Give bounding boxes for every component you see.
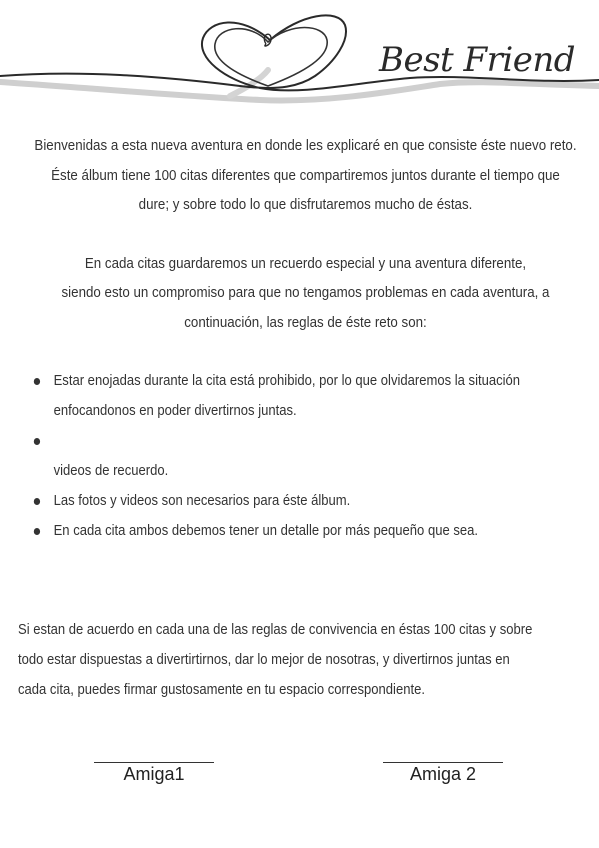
rule-text: En cada cita ambos debemos tener un detalle por más pequeño que sea. bbox=[53, 523, 479, 539]
list-item bbox=[32, 486, 572, 516]
text-line: cada cita, puedes firmar gustosamente en tu espacio correspondiente. bbox=[18, 682, 425, 698]
rule-text: videos de recuerdo. bbox=[53, 463, 169, 479]
bullet-icon bbox=[34, 378, 40, 385]
signature-label: Amiga1 bbox=[123, 764, 185, 784]
rule-text: Las fotos y videos son necesarios para éste álbum. bbox=[53, 493, 351, 509]
signature-line bbox=[383, 762, 503, 763]
rule-text: enfocandonos en poder divertirnos juntas. bbox=[53, 403, 297, 419]
bullet-icon bbox=[34, 438, 40, 445]
page-title: Best Friend bbox=[378, 40, 575, 80]
intro-paragraph-2 bbox=[18, 250, 593, 339]
bullet-icon bbox=[34, 528, 40, 535]
text-line: Éste álbum tiene 100 citas diferentes que compartiremos juntos durante el tiempo que bbox=[51, 167, 560, 184]
list-item bbox=[32, 516, 572, 546]
signature-line bbox=[94, 762, 214, 763]
intro-text bbox=[18, 132, 593, 338]
signature-label: Amiga 2 bbox=[409, 764, 477, 784]
text-line: siendo esto un compromiso para que no tengamos problemas en cada aventura, a bbox=[61, 285, 550, 301]
signature-right bbox=[383, 762, 503, 785]
text-line: En cada citas guardaremos un recuerdo especial y una aventura diferente, bbox=[84, 255, 527, 272]
rule-text: Estar enojadas durante la cita está prohibido, por lo que olvidaremos la situación bbox=[53, 373, 521, 389]
text-line: Si estan de acuerdo en cada una de las reglas de convivencia en éstas 100 citas y sobre bbox=[18, 622, 533, 638]
list-item bbox=[32, 426, 572, 486]
bullet-icon bbox=[34, 498, 40, 505]
signature-left bbox=[94, 762, 214, 785]
rules-list bbox=[32, 366, 572, 546]
header bbox=[0, 0, 599, 120]
list-item bbox=[32, 366, 572, 426]
rule-text bbox=[54, 426, 572, 456]
intro-paragraph-1 bbox=[18, 132, 593, 221]
text-line: Bienvenidas a esta nueva aventura en donde les explicaré en que consiste éste nuevo reto. bbox=[34, 138, 577, 154]
closing-text bbox=[18, 615, 594, 705]
text-line: continuación, las reglas de éste reto son: bbox=[184, 314, 427, 331]
text-line: dure; y sobre todo lo que disfrutaremos mucho de éstas. bbox=[138, 197, 473, 213]
text-line: todo estar dispuestas a divertirtirnos, dar lo mejor de nosotras, y divertirnos juntas en bbox=[18, 652, 510, 668]
